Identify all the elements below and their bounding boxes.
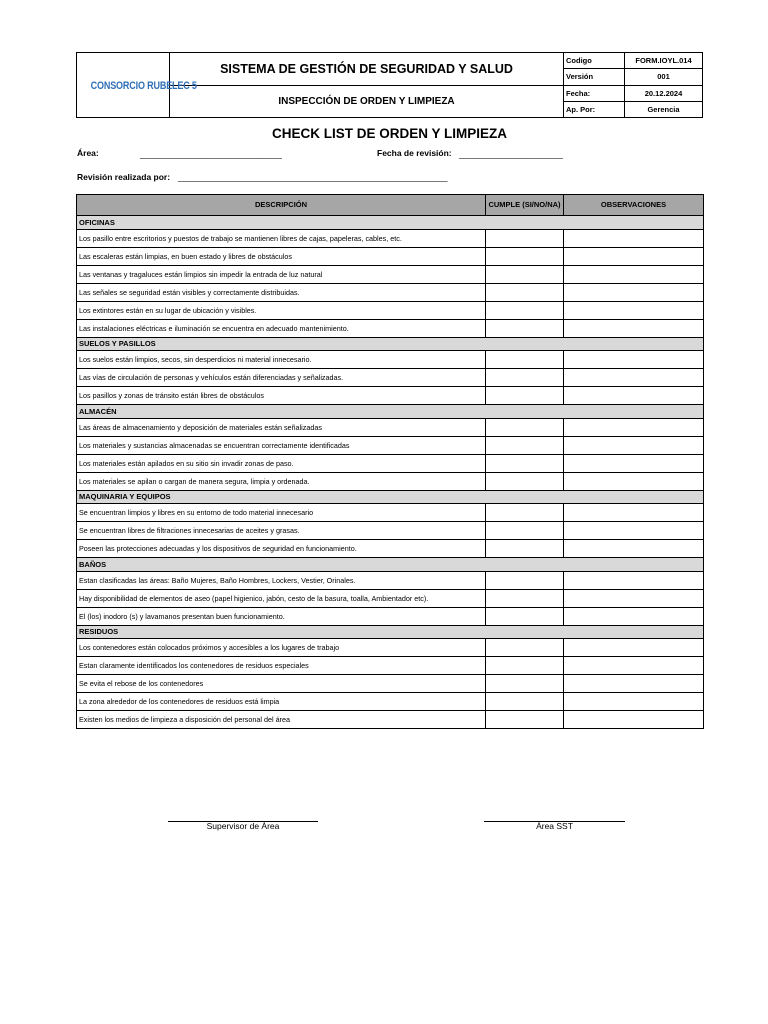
table-row [77, 229, 704, 247]
section-row [77, 490, 704, 504]
item-description: Los pasillo entre escritorios y puestos de trabajo se mantienen libres de cajas, papeleras, cables, etc. [77, 229, 486, 247]
observaciones-cell[interactable] [564, 675, 704, 693]
section-title: OFICINAS [77, 216, 704, 230]
table-row [77, 711, 704, 729]
item-description: Los suelos están limpios, secos, sin desperdicios ni material innecesario. [77, 351, 486, 369]
item-description: El (los) inodoro (s) y lavamanos presentan buen funcionamiento. [77, 607, 486, 625]
table-row [77, 540, 704, 558]
observaciones-cell[interactable] [564, 711, 704, 729]
cumple-cell[interactable] [486, 265, 564, 283]
signature-label-sst: Área SST [536, 821, 573, 831]
item-description: Los materiales se apilan o cargan de manera segura, limpia y ordenada. [77, 472, 486, 490]
meta-key-aprobado: Ap. Por: [564, 101, 625, 117]
table-row [77, 387, 704, 405]
cumple-cell[interactable] [486, 657, 564, 675]
item-description: Las instalaciones eléctricas e iluminación se encuentra en adecuado mantenimiento. [77, 319, 486, 337]
observaciones-cell[interactable] [564, 693, 704, 711]
section-row [77, 337, 704, 351]
table-row [77, 351, 704, 369]
cumple-cell[interactable] [486, 301, 564, 319]
observaciones-cell[interactable] [564, 369, 704, 387]
table-row [77, 436, 704, 454]
item-description: Las escaleras están limpias, en buen estado y libres de obstáculos [77, 247, 486, 265]
section-title: ALMACÉN [77, 405, 704, 419]
item-description: Los materiales están apilados en su sitio sin invadir zonas de paso. [77, 454, 486, 472]
observaciones-cell[interactable] [564, 418, 704, 436]
table-header-row [77, 195, 704, 216]
table-row [77, 319, 704, 337]
fecha-revision-input-line[interactable]: ______________________ [459, 149, 564, 159]
item-description: Estan clasificadas las áreas: Baño Mujeres, Baño Hombres, Lockers, Vestier, Orinales. [77, 571, 486, 589]
table-row [77, 454, 704, 472]
cumple-cell[interactable] [486, 283, 564, 301]
observaciones-cell[interactable] [564, 319, 704, 337]
observaciones-cell[interactable] [564, 265, 704, 283]
item-description: Hay disponibilidad de elementos de aseo (papel higienico, jabón, cesto de la basura, toalla, Ambientador etc). [77, 589, 486, 607]
logo-text: CONSORCIO RUBELEC 5 [90, 80, 197, 92]
table-row [77, 283, 704, 301]
table-row [77, 504, 704, 522]
column-header-descripcion: DESCRIPCIÓN [77, 195, 486, 216]
table-row [77, 607, 704, 625]
cumple-cell[interactable] [486, 693, 564, 711]
item-description: Estan claramente identificados los contenedores de residuos especiales [77, 657, 486, 675]
cumple-cell[interactable] [486, 711, 564, 729]
table-row [77, 247, 704, 265]
observaciones-cell[interactable] [564, 657, 704, 675]
area-label: Área: [77, 148, 99, 158]
observaciones-cell[interactable] [564, 247, 704, 265]
item-description: Los contenedores están colocados próximos y accesibles a los lugares de trabajo [77, 639, 486, 657]
cumple-cell[interactable] [486, 454, 564, 472]
item-description: La zona alrededor de los contenedores de residuos está limpia [77, 693, 486, 711]
section-title: RESIDUOS [77, 625, 704, 639]
item-description: Poseen las protecciones adecuadas y los dispositivos de seguridad en funcionamiento. [77, 540, 486, 558]
cumple-cell[interactable] [486, 675, 564, 693]
observaciones-cell[interactable] [564, 351, 704, 369]
section-row [77, 216, 704, 230]
observaciones-cell[interactable] [564, 454, 704, 472]
cumple-cell[interactable] [486, 247, 564, 265]
cumple-cell[interactable] [486, 351, 564, 369]
observaciones-cell[interactable] [564, 301, 704, 319]
meta-value-version: 001 [625, 69, 703, 85]
section-row [77, 558, 704, 572]
item-description: Los pasillos y zonas de tránsito están libres de obstáculos [77, 387, 486, 405]
meta-value-aprobado: Gerencia [625, 101, 703, 117]
cumple-cell[interactable] [486, 607, 564, 625]
cumple-cell[interactable] [486, 504, 564, 522]
item-description: Se encuentran limpios y libres en su entorno de todo material innecesario [77, 504, 486, 522]
observaciones-cell[interactable] [564, 387, 704, 405]
table-row [77, 418, 704, 436]
item-description: Se encuentran libres de filtraciones innecesarias de aceites y grasas. [77, 522, 486, 540]
column-header-cumple: CUMPLE (SI/NO/NA) [486, 195, 564, 216]
cumple-cell[interactable] [486, 387, 564, 405]
table-row [77, 522, 704, 540]
table-row [77, 639, 704, 657]
observaciones-cell[interactable] [564, 504, 704, 522]
table-row [77, 265, 704, 283]
signature-label-supervisor: Supervisor de Área [206, 821, 280, 831]
table-row [77, 571, 704, 589]
cumple-cell[interactable] [486, 229, 564, 247]
checklist-table [76, 194, 704, 729]
table-row [77, 589, 704, 607]
company-logo [77, 53, 197, 118]
observaciones-cell[interactable] [564, 639, 704, 657]
observaciones-cell[interactable] [564, 571, 704, 589]
form-subtitle: INSPECCIÓN DE ORDEN Y LIMPIEZA [170, 85, 564, 118]
observaciones-cell[interactable] [564, 589, 704, 607]
cumple-cell[interactable] [486, 589, 564, 607]
table-row [77, 675, 704, 693]
cumple-cell[interactable] [486, 522, 564, 540]
item-description: Los extintores están en su lugar de ubicación y visibles. [77, 301, 486, 319]
observaciones-cell[interactable] [564, 540, 704, 558]
cumple-cell[interactable] [486, 369, 564, 387]
checklist-title: CHECK LIST DE ORDEN Y LIMPIEZA [271, 126, 508, 141]
item-description: Se evita el rebose de los contenedores [77, 675, 486, 693]
item-description: Las vías de circulación de personas y vehículos están diferenciadas y señalizadas. [77, 369, 486, 387]
observaciones-cell[interactable] [564, 283, 704, 301]
cumple-cell[interactable] [486, 436, 564, 454]
table-row [77, 657, 704, 675]
meta-value-fecha: 20.12.2024 [625, 85, 703, 101]
section-row [77, 405, 704, 419]
meta-key-version: Versión [564, 69, 625, 85]
cumple-cell[interactable] [486, 418, 564, 436]
section-title: SUELOS Y PASILLOS [77, 337, 704, 351]
item-description: Las áreas de almacenamiento y deposición de materiales están señalizadas [77, 418, 486, 436]
table-row [77, 693, 704, 711]
cumple-cell[interactable] [486, 472, 564, 490]
section-title: BAÑOS [77, 558, 704, 572]
system-title: SISTEMA DE GESTIÓN DE SEGURIDAD Y SALUD [170, 53, 564, 86]
revision-label: Revisión realizada por: [77, 172, 171, 182]
area-input-line[interactable]: ______________________________ [140, 149, 282, 159]
table-row [77, 369, 704, 387]
section-title: MAQUINARIA Y EQUIPOS [77, 490, 704, 504]
revision-input-line[interactable]: _________________________________________________________ [178, 172, 448, 182]
cumple-cell[interactable] [486, 540, 564, 558]
cumple-cell[interactable] [486, 571, 564, 589]
item-description: Las ventanas y tragaluces están limpios sin impedir la entrada de luz natural [77, 265, 486, 283]
meta-key-codigo: Codigo [564, 53, 625, 69]
meta-key-fecha: Fecha: [564, 85, 625, 101]
observaciones-cell[interactable] [564, 472, 704, 490]
item-description: Las señales se seguridad están visibles y correctamente distribuidas. [77, 283, 486, 301]
fecha-revision-label: Fecha de revisión: [377, 148, 452, 158]
table-row [77, 301, 704, 319]
cumple-cell[interactable] [486, 639, 564, 657]
cumple-cell[interactable] [486, 319, 564, 337]
observaciones-cell[interactable] [564, 436, 704, 454]
meta-value-codigo: FORM.IOYL.014 [625, 53, 703, 69]
item-description: Existen los medios de limpieza a disposición del personal del área [77, 711, 486, 729]
item-description: Los materiales y sustancias almacenadas se encuentran correctamente identificadas [77, 436, 486, 454]
table-row [77, 472, 704, 490]
observaciones-cell[interactable] [564, 229, 704, 247]
observaciones-cell[interactable] [564, 522, 704, 540]
checklist-body [77, 216, 704, 729]
observaciones-cell[interactable] [564, 607, 704, 625]
header-table [76, 52, 703, 118]
column-header-observaciones: OBSERVACIONES [564, 195, 704, 216]
section-row [77, 625, 704, 639]
